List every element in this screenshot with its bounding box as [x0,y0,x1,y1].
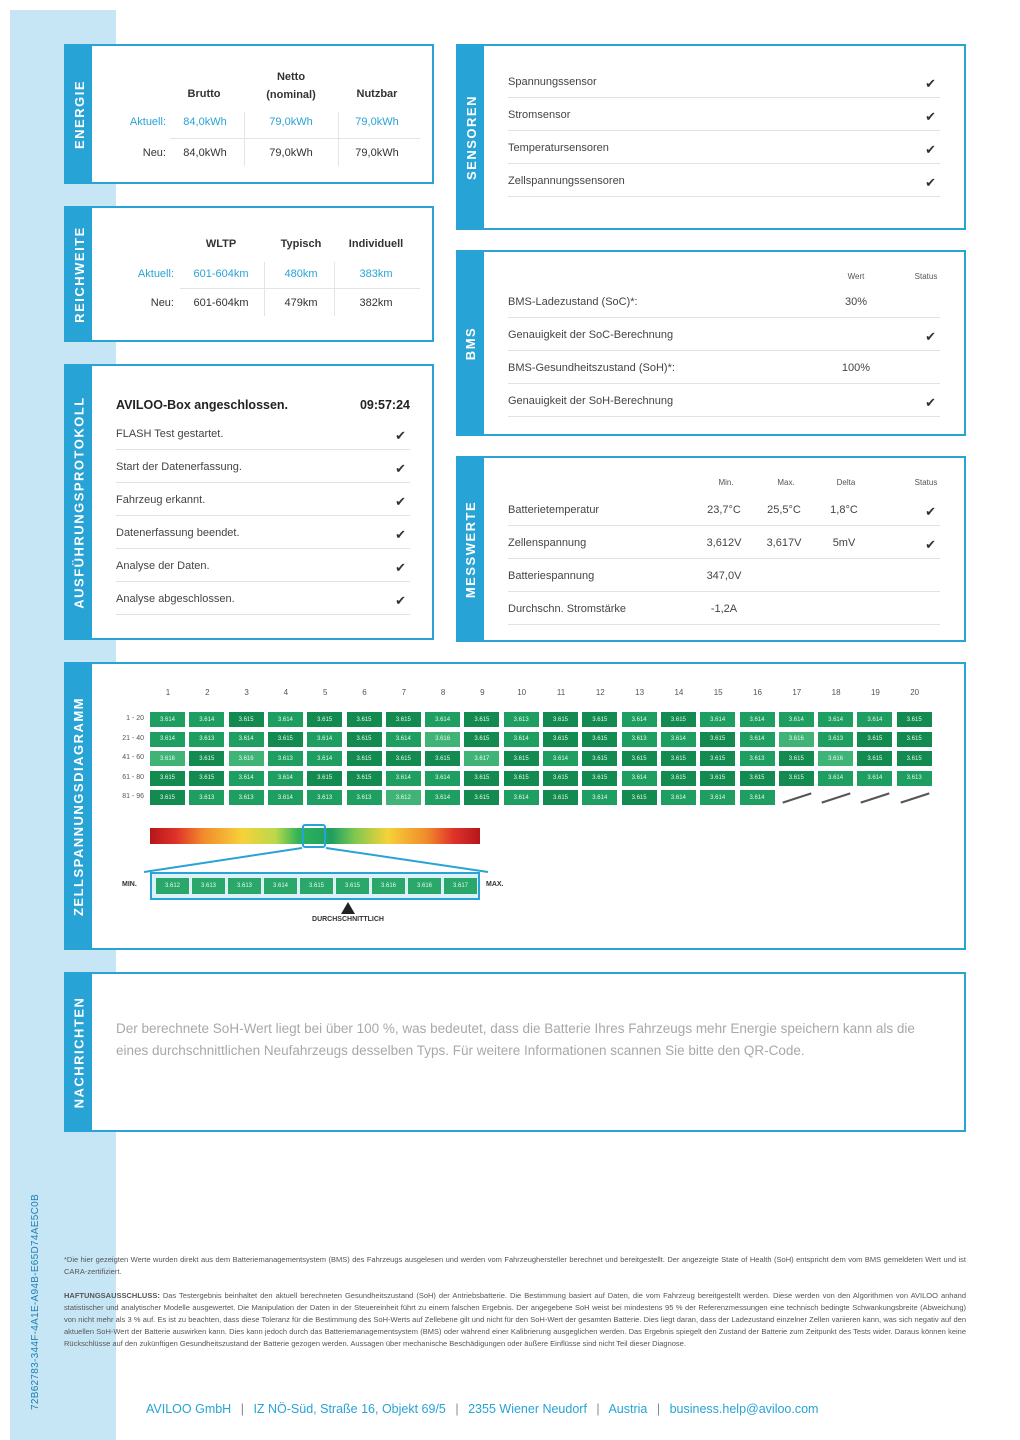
grid-column-number: 8 [440,688,446,697]
footer-city: 2355 Wiener Neudorf [468,1402,587,1416]
cell-voltage: 3.613 [818,732,853,747]
protokoll-time: 09:57:24 [359,398,410,412]
messwerte-min: 3,612V [706,537,742,549]
cell-voltage: 3.614 [425,790,460,805]
document-id: 72B62783-344F-4A1E-A94B-E65D74AE5C0B [30,1194,41,1410]
scale-value: 3.616 [372,878,405,894]
grid-column-number: 6 [362,688,367,697]
cell-voltage: 3.615 [582,732,617,747]
check-icon: ✔ [925,109,936,124]
cell-voltage: 3.615 [622,751,657,766]
empty-cell-slash [900,792,929,803]
cell-voltage: 3.615 [582,771,617,786]
grid-column-number: 15 [713,688,723,697]
cell-voltage: 3.612 [386,790,421,805]
reichweite-header: Individuell [348,238,404,250]
messwerte-max: 3,617V [766,537,802,549]
cell-voltage: 3.614 [268,790,303,805]
footer: AVILOO GmbH | IZ NÖ-Süd, Straße 16, Objekt 69/5 | 2355 Wiener Neudorf | Austria | business.help@aviloo.com [146,1402,819,1416]
check-icon: ✔ [925,504,936,519]
cell-voltage: 3.615 [307,771,342,786]
cell-voltage: 3.616 [150,751,185,766]
cell-voltage: 3.615 [700,751,735,766]
cell-voltage: 3.614 [268,771,303,786]
cell-voltage: 3.615 [504,771,539,786]
cell-voltage: 3.615 [897,732,932,747]
messwerte-delta: 1,8°C [830,504,858,516]
cell-voltage: 3.614 [543,751,578,766]
check-icon: ✔ [395,428,406,443]
scale-max-label: MAX. [486,881,504,888]
bms-row-label: Genauigkeit der SoC-Berechnung [508,329,674,341]
cell-voltage: 3.615 [464,712,499,727]
energie-header-brutto: Brutto [187,88,221,100]
messwerte-panel [456,456,966,642]
cell-voltage: 3.615 [386,712,421,727]
cell-voltage: 3.615 [386,751,421,766]
nachrichten-text: Der berechnete SoH-Wert liegt bei über 100 %, was bedeutet, dass die Batterie Ihres Fahrzeugs mehr Energie speichern kann als die eines durchschnittlichen Neufahrzeugs desselben Typs. Für weitere Informationen scannen Sie bitte den QR-Code. [116,1021,915,1058]
cell-voltage: 3.615 [464,790,499,805]
cell-voltage: 3.615 [543,790,578,805]
cell-voltage: 3.615 [700,771,735,786]
bms-row-value: 100% [841,362,871,374]
messwerte-label: MESSWERTE [458,458,484,640]
cell-voltage: 3.614 [504,732,539,747]
messwerte-col-delta: Delta [836,478,856,487]
grid-column-number: 9 [480,688,485,697]
cell-voltage: 3.613 [229,790,264,805]
grid-column-number: 1 [165,688,171,697]
cell-voltage: 3.616 [425,732,460,747]
cell-voltage: 3.616 [229,751,264,766]
cell-voltage: 3.614 [268,712,303,727]
cell-voltage: 3.615 [307,712,342,727]
reichweite-value: 479km [284,297,318,309]
protokoll-item [116,428,410,450]
footer-company: AVILOO GmbH [146,1402,232,1416]
cell-voltage: 3.615 [189,751,224,766]
cell-voltage: 3.613 [307,790,342,805]
energie-label: ENERGIE [66,46,92,182]
messwerte-col-status: Status [914,478,938,487]
messwerte-max: 25,5°C [767,504,801,516]
cell-voltage: 3.615 [150,771,185,786]
scale-value: 3.612 [156,878,189,894]
grid-column-number: 17 [792,688,802,697]
cell-voltage: 3.615 [857,751,892,766]
protokoll-item-label: Datenerfassung beendet. [116,527,240,539]
grid-row-label: 81 - 96 [122,793,144,800]
cell-voltage: 3.614 [740,712,775,727]
sensor-item-label: Zellspannungssensoren [508,175,625,187]
check-icon: ✔ [395,560,406,575]
protokoll-label: AUSFÜHRUNGSPROTOKOLL [66,366,92,638]
energie-header-nutzbar: Nutzbar [356,88,398,100]
cell-voltage: 3.614 [307,751,342,766]
cell-voltage: 3.616 [818,751,853,766]
cell-voltage: 3.613 [268,751,303,766]
messwerte-row [508,537,940,559]
protokoll-item-label: Analyse der Daten. [116,560,210,572]
disclaimer-text: Das Testergebnis beinhaltet den aktuell berechneten Gesundheitszustand (SoH) der Antriebsbatterie. Die Bestimmung basiert auf Daten, die vom Fahrzeug bereitgestellt werden. Diese werden von den Algorithmen von AVILOO anhand statistischer und analytischer Modelle ausgewertet. Die Manipulation der Daten in der Steuereinheit führt zu einem falschen Ergebnis. Der angegebene SoH weist bei mindestens 95 % der Referenzmessungen eine technisch bedingte Schwankungsbreite (Abweichung) von nicht mehr als 3 % auf. Es ist zu beachten, dass diese Toleranz für die Bestimmung des SoH-Werts auf Zellebene gilt und nicht für den SoH-Wert der gesamten Batterie. Dies liegt daran, dass der Ladezustand einzelner Zellen variieren kann, was sich negativ auf den aktuellen SoH-Wert der Batterie auswirken kann. Dies kann jedoch durch das Batteriemanagementsystem (BMS) oder während einer Kalibrierung ausgeglichen werden. Das Ergebnis spiegelt den Zustand der Batterie zum Zeitpunkt des Tests wider. Daraus können keine Rückschlüsse auf den zukünftigen Gesundheitszustand der Batterie gezogen werden. Aussagen über mechanische Beschädigungen oder äußere Einflüsse sind nicht Teil dieser Diagnose. [64,1291,966,1348]
sensor-item [508,109,940,131]
messwerte-col-min: Min. [718,478,734,487]
cell-voltage: 3.615 [189,771,224,786]
cell-voltage: 3.615 [229,712,264,727]
messwerte-row [508,603,940,625]
cell-voltage: 3.614 [386,732,421,747]
cell-voltage: 3.614 [818,712,853,727]
protokoll-item-label: Fahrzeug erkannt. [116,494,206,506]
messwerte-min: 347,0V [706,570,742,582]
cell-voltage: 3.615 [268,732,303,747]
disclaimer [64,1290,966,1350]
grid-row-label: 21 - 40 [122,734,144,742]
cell-voltage: 3.615 [543,771,578,786]
bms-panel [456,250,966,436]
bms-row [508,296,940,318]
footer-country: Austria [608,1402,648,1416]
protokoll-item-label: Start der Datenerfassung. [116,461,242,473]
bms-row-label: Genauigkeit der SoH-Berechnung [508,395,674,407]
grid-column-number: 11 [556,688,566,697]
check-icon: ✔ [925,175,936,190]
cell-voltage: 3.613 [347,790,382,805]
energie-value: 84,0kWh [183,147,227,159]
grid-column-number: 10 [517,688,527,697]
scale-value: 3.617 [444,878,477,894]
protokoll-item [116,560,410,582]
cell-voltage: 3.614 [307,732,342,747]
cell-voltage: 3.617 [464,751,499,766]
cell-voltage: 3.614 [504,790,539,805]
bms-row [508,329,940,351]
messwerte-row-label: Batterietemperatur [508,504,600,516]
cell-voltage: 3.614 [582,790,617,805]
protokoll-heading: AVILOO-Box angeschlossen. [116,398,289,412]
average-label: DURCHSCHNITTLICH [312,916,384,923]
cell-voltage: 3.614 [622,712,657,727]
messwerte-row [508,570,940,592]
cell-voltage: 3.613 [189,790,224,805]
messwerte-row-label: Durchschn. Stromstärke [508,603,626,615]
protokoll-item-label: FLASH Test gestartet. [116,428,224,440]
cell-voltage: 3.615 [779,771,814,786]
cell-voltage: 3.614 [425,712,460,727]
empty-cell-slash [782,792,811,803]
cell-voltage: 3.615 [897,712,932,727]
grid-column-number: 14 [674,688,684,697]
cell-voltage: 3.615 [661,751,696,766]
footer-address: IZ NÖ-Süd, Straße 16, Objekt 69/5 [253,1402,446,1416]
scale-value: 3.615 [300,878,333,894]
messwerte-delta: 5mV [832,537,856,549]
cell-voltage: 3.615 [543,732,578,747]
bms-row-label: BMS-Gesundheitszustand (SoH)*: [508,362,675,374]
check-icon: ✔ [925,395,936,410]
check-icon: ✔ [925,537,936,552]
sensoren-label: SENSOREN [458,46,484,228]
grid-row-label: 61 - 80 [122,773,144,781]
zellspannung-label: ZELLSPANNUNGSDIAGRAMM [66,664,92,948]
sensor-item-label: Stromsensor [508,109,571,121]
bms-col-wert: Wert [847,272,865,281]
cell-voltage: 3.614 [740,732,775,747]
grid-column-number: 3 [244,688,249,697]
cell-voltage: 3.615 [347,751,382,766]
grid-column-number: 4 [283,688,289,697]
check-icon: ✔ [395,494,406,509]
reichweite-label: REICHWEITE [66,208,92,340]
cell-voltage: 3.614 [661,732,696,747]
reichweite-header: WLTP [205,238,237,250]
cell-voltage: 3.614 [818,771,853,786]
empty-cell-slash [861,792,890,803]
reichweite-header: Typisch [280,238,322,250]
scale-value: 3.615 [336,878,369,894]
messwerte-min: 23,7°C [707,504,741,516]
grid-column-number: 19 [870,688,880,697]
reichweite-value: 601-604km [193,297,249,309]
cell-voltage: 3.613 [740,751,775,766]
cell-voltage: 3.615 [582,751,617,766]
reichweite-value: 383km [359,268,393,280]
grid-row-label: 41 - 60 [122,754,144,761]
scale-value: 3.613 [192,878,225,894]
disclaimer-title: HAFTUNGSAUSSCHLUSS: [64,1291,160,1300]
sensor-item [508,76,940,98]
cell-voltage: 3.614 [661,790,696,805]
cell-voltage: 3.615 [779,751,814,766]
cell-voltage: 3.615 [347,732,382,747]
cell-voltage: 3.615 [347,771,382,786]
reichweite-value: 382km [359,297,393,309]
scale-value: 3.614 [264,878,297,894]
protokoll-panel [64,364,434,640]
reichweite-row-label: Neu: [150,297,174,309]
cell-voltage: 3.615 [464,732,499,747]
grid-column-number: 12 [595,688,605,697]
scale-value: 3.613 [228,878,261,894]
zellspannung-panel [64,662,966,950]
reichweite-row-label: Aktuell: [137,268,174,280]
protokoll-item [116,527,410,549]
nachrichten-label: NACHRICHTEN [66,974,92,1130]
cell-voltage: 3.615 [504,751,539,766]
sensor-item [508,142,940,164]
nachrichten-panel [64,972,966,1132]
energie-value: 79,0kWh [269,147,313,159]
sensor-item-label: Temperatursensoren [508,142,609,154]
energie-row-label: Aktuell: [129,116,166,128]
cell-voltage: 3.614 [386,771,421,786]
cell-voltage: 3.615 [700,732,735,747]
messwerte-col-max: Max. [777,478,795,487]
cell-voltage: 3.615 [464,771,499,786]
cell-voltage: 3.614 [150,712,185,727]
cell-voltage: 3.615 [622,790,657,805]
grid-column-number: 16 [753,688,762,697]
check-icon: ✔ [395,461,406,476]
cell-voltage: 3.614 [229,732,264,747]
protokoll-item [116,461,410,483]
grid-column-number: 7 [401,688,407,697]
check-icon: ✔ [925,142,936,157]
footer-email-link[interactable]: business.help@aviloo.com [669,1402,819,1416]
sensoren-panel [456,44,966,230]
cell-voltage: 3.616 [779,732,814,747]
cell-voltage: 3.615 [897,751,932,766]
check-icon: ✔ [925,76,936,91]
protokoll-item [116,494,410,516]
cell-voltage: 3.613 [897,771,932,786]
cell-voltage: 3.613 [622,732,657,747]
reichweite-value: 480km [284,268,318,280]
messwerte-row-label: Batteriespannung [508,570,595,582]
grid-column-number: 2 [205,688,210,697]
check-icon: ✔ [395,527,406,542]
cell-voltage: 3.614 [779,712,814,727]
sensor-item-label: Spannungssensor [508,76,597,88]
cell-voltage: 3.614 [150,732,185,747]
reichweite-panel [64,206,434,342]
cell-voltage: 3.615 [661,771,696,786]
cell-voltage: 3.614 [857,712,892,727]
bms-col-status: Status [914,272,938,281]
cell-voltage: 3.614 [189,712,224,727]
average-marker-icon [341,902,355,914]
bms-row-label: BMS-Ladezustand (SoC)*: [508,296,638,308]
grid-column-number: 5 [322,688,328,697]
cell-voltage: 3.615 [740,771,775,786]
cell-voltage: 3.615 [857,732,892,747]
grid-row-label: 1 - 20 [126,715,144,722]
messwerte-min: -1,2A [710,603,738,615]
energie-value: 79,0kWh [355,116,399,128]
cell-voltage: 3.614 [700,790,735,805]
cell-voltage: 3.614 [700,712,735,727]
energie-row-label: Neu: [142,147,166,159]
reichweite-value: 601-604km [193,268,249,280]
grid-column-number: 20 [910,688,920,697]
cell-voltage: 3.615 [347,712,382,727]
messwerte-row [508,504,940,526]
energie-value: 79,0kWh [355,147,399,159]
scale-min-label: MIN. [122,881,137,888]
cell-voltage: 3.614 [622,771,657,786]
energie-panel [64,44,434,184]
cell-voltage: 3.613 [504,712,539,727]
cell-voltage: 3.615 [543,712,578,727]
scale-detail-row [150,872,480,900]
cell-voltage: 3.615 [582,712,617,727]
bms-row-value: 30% [844,296,868,308]
cell-voltage: 3.614 [740,790,775,805]
messwerte-row-label: Zellenspannung [508,537,587,549]
bms-row [508,362,940,384]
energie-header-netto: Netto (nominal) [266,71,316,101]
cell-voltage: 3.615 [661,712,696,727]
sensor-item [508,175,940,197]
energie-value: 79,0kWh [269,116,313,128]
cell-voltage: 3.615 [425,751,460,766]
footnote: *Die hier gezeigten Werte wurden direkt aus dem Batteriemanagementsystem (BMS) des Fahrzeugs ausgelesen und werden vom Fahrzeughersteller berechnet und bereitgestellt. Der angezeigte State of Health (SoH) entspricht dem vom BMS gemeldeten Wert und ist CARA-zertifiziert. [64,1255,966,1276]
check-icon: ✔ [925,329,936,344]
grid-column-number: 13 [635,688,645,697]
energie-value: 84,0kWh [183,116,227,128]
check-icon: ✔ [395,593,406,608]
grid-column-number: 18 [831,688,841,697]
bms-label: BMS [458,252,484,434]
protokoll-item [116,593,410,615]
cell-voltage: 3.614 [857,771,892,786]
cell-voltage: 3.615 [150,790,185,805]
scale-highlight [302,824,326,848]
empty-cell-slash [822,792,851,803]
bms-row [508,395,940,417]
cell-voltage: 3.614 [425,771,460,786]
protokoll-item-label: Analyse abgeschlossen. [116,593,235,605]
scale-value: 3.616 [408,878,441,894]
cell-voltage: 3.614 [229,771,264,786]
cell-voltage: 3.613 [189,732,224,747]
